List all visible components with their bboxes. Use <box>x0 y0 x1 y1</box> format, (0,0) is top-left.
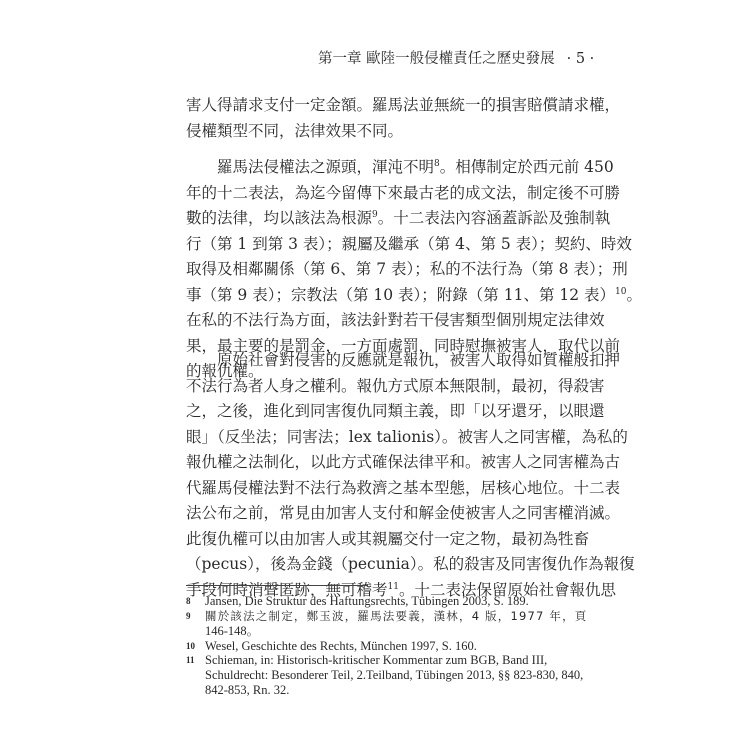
text-line: 代羅馬侵權法對不法行為救濟之基本型態，居核心地位。十二表 <box>186 478 621 497</box>
footnote-text: Wesel, Geschichte des Rechts, München 1997, S. 160. <box>205 639 477 653</box>
footnote-number: 8 <box>186 596 191 606</box>
line-text: 事（第 9 表）；宗教法（第 10 表）；附錄（第 11、第 12 表） <box>186 285 616 304</box>
footnote-10 <box>186 639 586 654</box>
text-line: 之，之後，進化到同害復仇同類主義，即「以牙還牙，以眼還 <box>186 402 605 420</box>
text-line: （pecus），後為金錢（pecunia）。私的殺害及同害復仇作為報復 <box>186 555 635 573</box>
text-line: 在私的不法行為方面，該法針對若干侵害類型個別規定法律效 <box>186 311 605 329</box>
page-number: · 5 · <box>566 51 595 67</box>
footnote-text: Jansen, Die Struktur des Haftungsrechts, Tübingen 2003, S. 189. <box>205 594 529 608</box>
footnote-number: 11 <box>186 655 195 665</box>
text-line <box>186 283 642 309</box>
text-line: 的報仇權。 <box>186 362 264 380</box>
text-line: 行（第 1 到第 3 表）；親屬及繼承（第 4、第 5 表）；契約、時效 <box>186 234 632 253</box>
footnote-ref-9[interactable]: 9 <box>372 210 378 220</box>
line-text: 手段何時消聲匿跡，無可稽考 <box>186 580 388 599</box>
paragraph-1 <box>186 93 621 144</box>
footnote-ref-8[interactable]: 8 <box>434 159 440 169</box>
line-text-after: 。相傳制定於西元前 450 <box>439 158 614 176</box>
line-text: 數的法律，均以該法為根源 <box>186 209 373 227</box>
chapter-title: 第一章 歐陸一般侵權責任之歷史發展 <box>318 51 555 67</box>
text-line <box>186 155 614 181</box>
footnote-number: 9 <box>186 611 191 621</box>
line-text-after: 。 <box>626 285 642 304</box>
running-header <box>318 47 608 68</box>
text-line: 果，最主要的是罰金，一方面處罰，同時慰撫被害人，取代以前 <box>186 336 621 355</box>
line-text-after: 。十二表法內容涵蓋訴訟及強制執 <box>377 209 611 227</box>
text-line: 不法行為者人身之權利。報仇方式原本無限制，最初，得殺害 <box>186 376 605 395</box>
footnote-number: 10 <box>186 641 195 651</box>
text-line: 害人得請求支付一定金額。羅馬法並無統一的損害賠償請求權， <box>186 96 621 114</box>
line-text: 羅馬法侵權法之源頭，渾沌不明 <box>217 158 435 176</box>
text-line: 年的十二表法，為迄今留傳下來最古老的成文法，制定後不可勝 <box>186 183 621 202</box>
footnote-text: 關於該法之制定，鄭玉波，羅馬法要義，漢林，4 版，1977 年，頁 <box>205 609 588 623</box>
footnote-11 <box>186 653 586 698</box>
footnote-ref-11[interactable]: 11 <box>387 581 399 592</box>
text-line: 眼」（反坐法；同害法；lex talionis）。被害人之同害權，為私的 <box>186 427 628 446</box>
footnote-8 <box>186 594 586 609</box>
footnote-text: 842-853, Rn. 32. <box>205 683 290 697</box>
line-text-after: 。十二表法保留原始社會報仇思 <box>398 580 616 599</box>
footnote-text: 146-148。 <box>205 624 260 638</box>
paragraph-3 <box>186 348 635 603</box>
footnote-text: Schieman, in: Historisch-kritischer Kommentar zum BGB, Band III, <box>205 653 548 667</box>
text-line: 報仇權之法制化，以此方式確保法律平和。被害人之同害權為古 <box>186 453 621 471</box>
footnote-text: Schuldrecht: Besonderer Teil, 2.Teilband, Tübingen 2013, §§ 823-830, 840, <box>205 668 584 682</box>
text-line <box>186 206 611 232</box>
text-line: 原始社會對侵害的反應就是報仇，被害人取得如質權般扣押 <box>217 351 621 369</box>
text-line: 取得及相鄰關係（第 6、第 7 表）；私的不法行為（第 8 表）；刑 <box>186 260 628 278</box>
footnote-9 <box>186 609 586 639</box>
text-line: 侵權類型不同，法律效果不同。 <box>186 121 404 140</box>
footnote-ref-10[interactable]: 10 <box>615 286 627 297</box>
footnote-divider <box>186 585 368 586</box>
text-line: 法公布之前，常見由加害人支付和解金使被害人之同害權消滅。 <box>186 504 621 522</box>
text-line: 此復仇權可以由加害人或其親屬交付一定之物，最初為牲畜 <box>186 529 590 548</box>
